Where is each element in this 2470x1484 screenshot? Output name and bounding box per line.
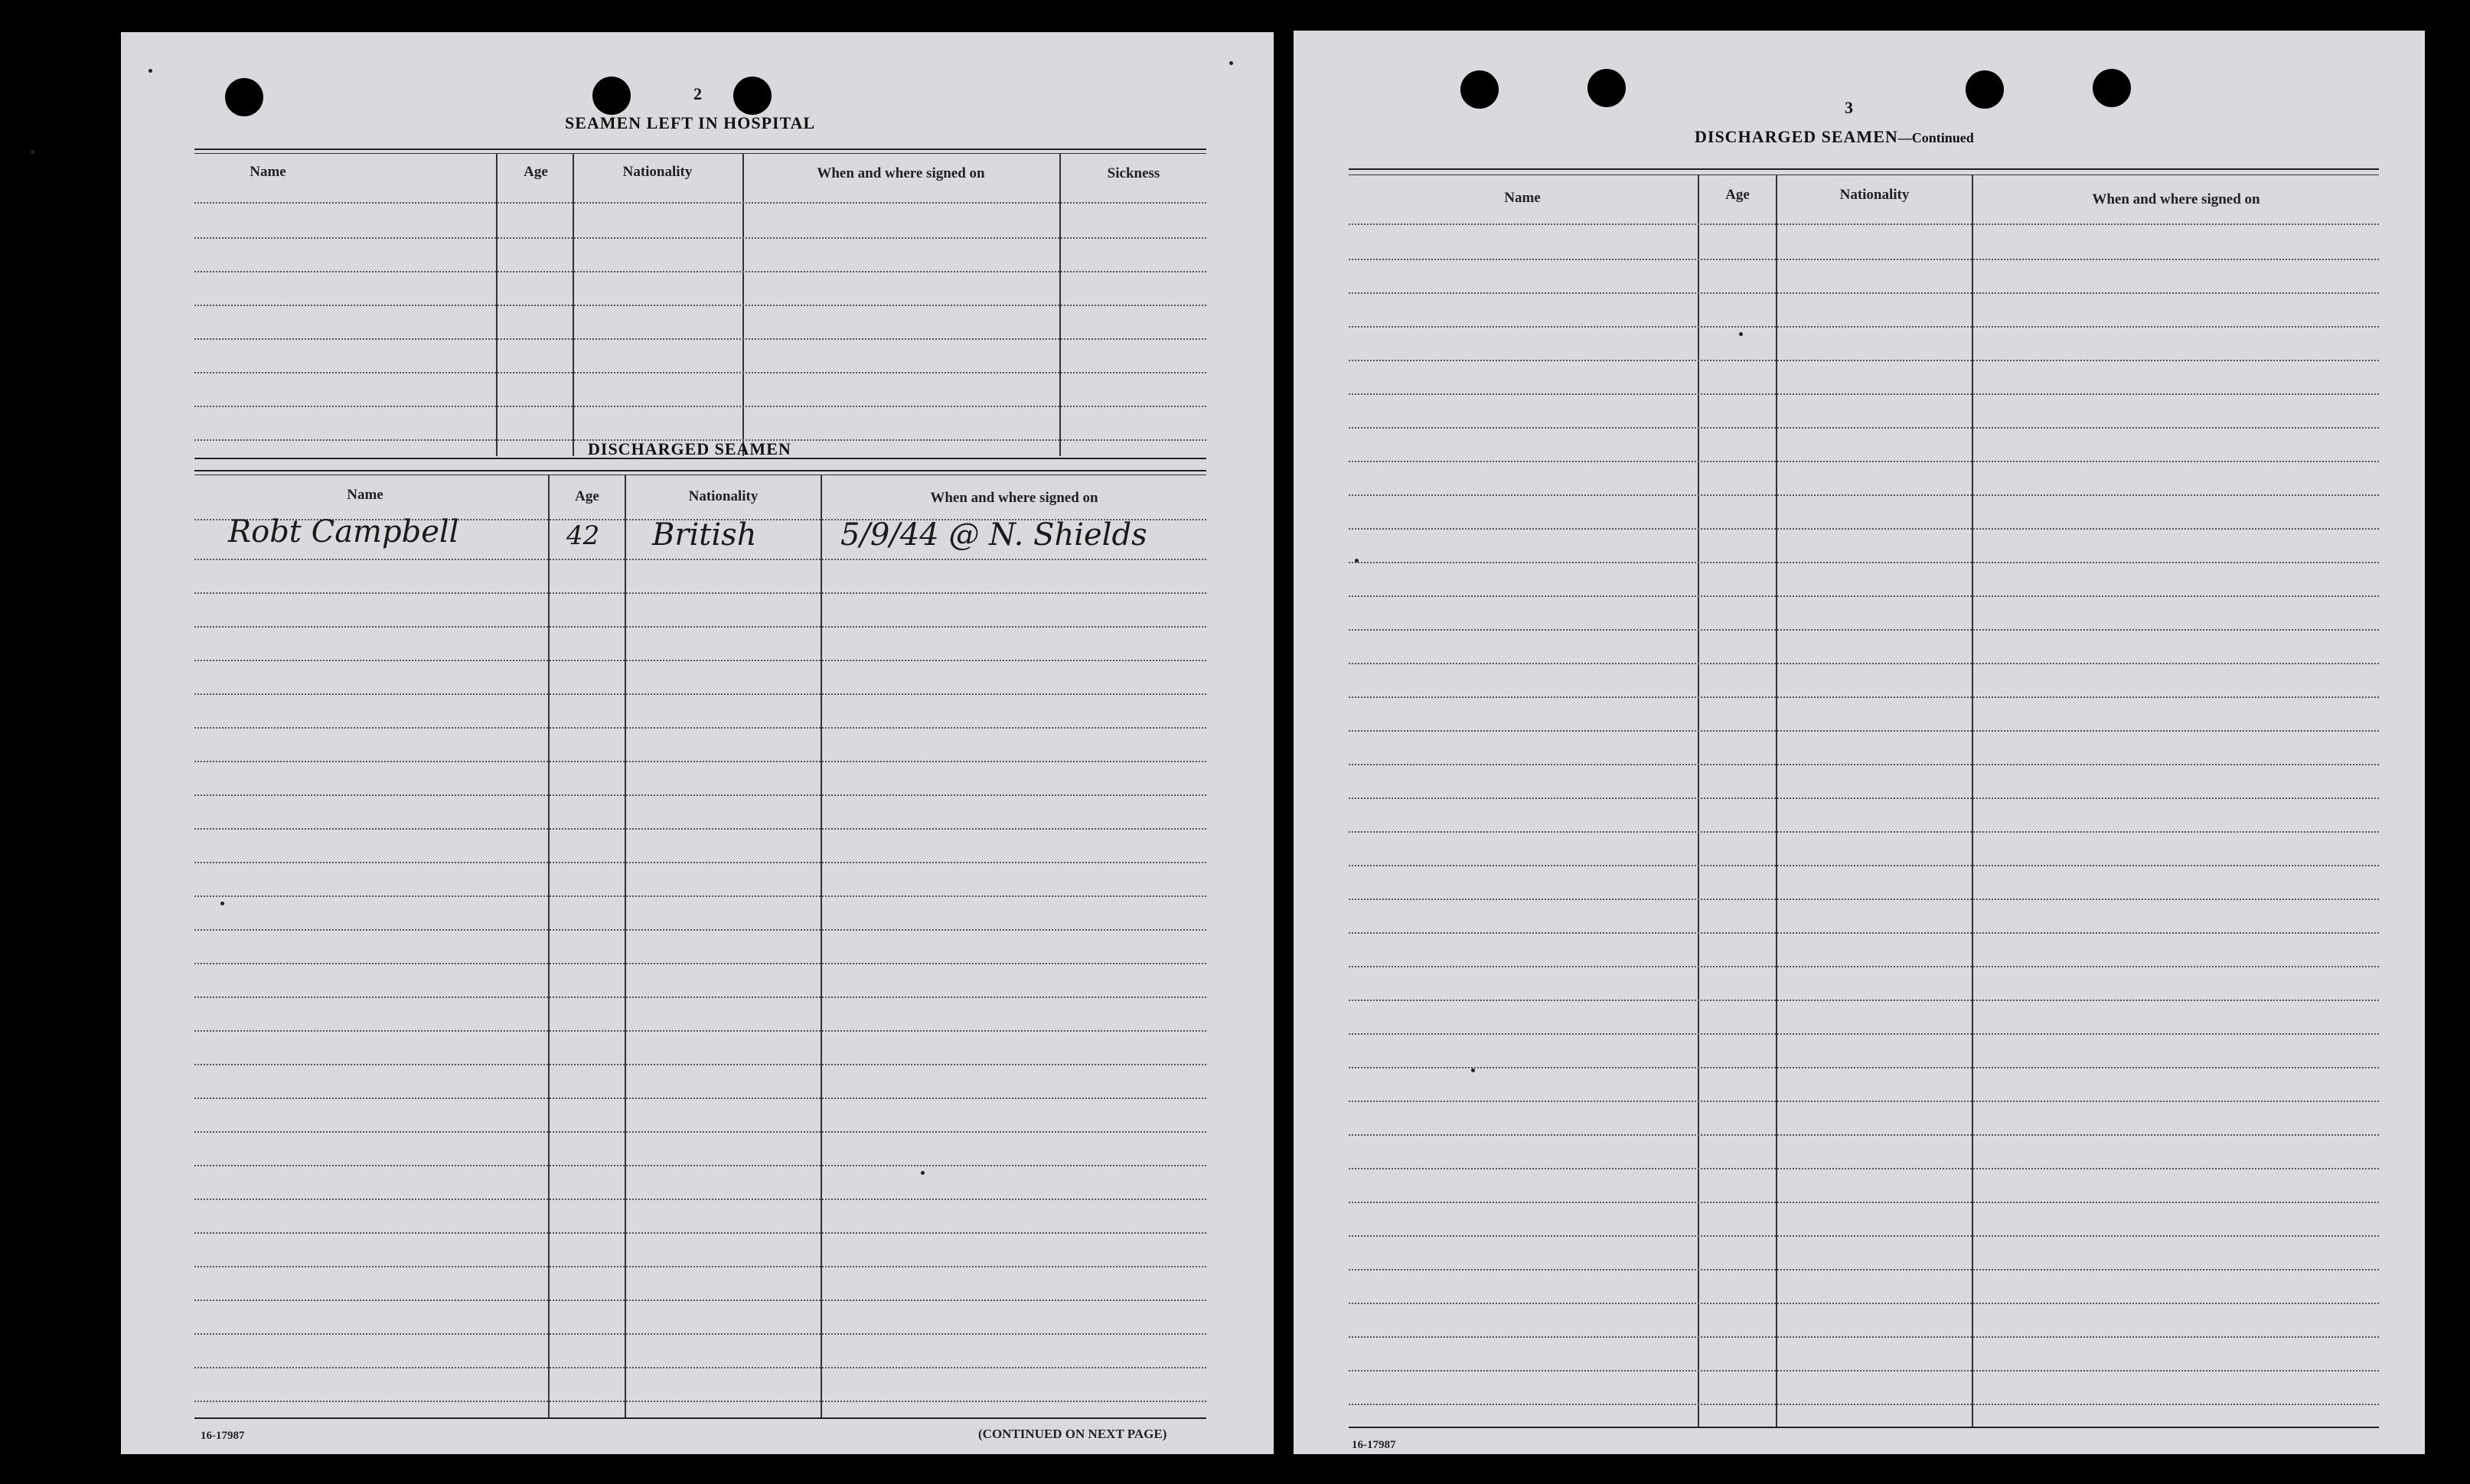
column-header-name: Name <box>347 487 383 503</box>
right-page <box>1294 31 2425 1454</box>
page-number: 2 <box>693 84 702 103</box>
table-row <box>1349 1303 2379 1304</box>
speck <box>1739 332 1743 336</box>
table-row <box>194 592 1206 594</box>
column-header-age: Age <box>524 164 548 180</box>
left-page <box>121 32 1274 1454</box>
column-header-nationality: Nationality <box>1839 187 1910 203</box>
speck <box>1355 559 1359 563</box>
speck <box>220 902 224 905</box>
table-row <box>194 626 1206 628</box>
speck <box>1471 1068 1475 1072</box>
table-row <box>1349 427 2379 429</box>
column-header-age: Age <box>575 488 599 504</box>
table-row <box>194 828 1206 830</box>
table-row <box>1349 629 2379 631</box>
table-row <box>194 895 1206 897</box>
table-row <box>1349 730 2379 732</box>
table-row <box>1349 1033 2379 1035</box>
table-row <box>194 761 1206 762</box>
table-row <box>194 1266 1206 1267</box>
page-number: 3 <box>1845 98 1853 117</box>
table-bottom-rule <box>194 1417 1206 1419</box>
discharged-rows <box>1349 31 2379 1439</box>
table-row <box>1349 360 2379 361</box>
handwritten-nationality: British <box>652 517 757 553</box>
table-row <box>1349 1404 2379 1405</box>
title-suffix: —Continued <box>1897 130 1974 145</box>
table-row <box>1349 1235 2379 1237</box>
table-row <box>1349 1067 2379 1068</box>
table-row <box>1349 1370 2379 1371</box>
table-row <box>1349 831 2379 833</box>
form-number: 16-17987 <box>1352 1439 1396 1451</box>
column-header-age: Age <box>1725 187 1750 203</box>
table-row <box>1349 1134 2379 1136</box>
title-text: DISCHARGED SEAMEN <box>1695 127 1898 146</box>
table-row <box>1349 562 2379 563</box>
table-row <box>1349 1269 2379 1270</box>
table-row <box>194 1232 1206 1234</box>
table-row <box>1349 966 2379 967</box>
table-row <box>194 963 1206 964</box>
column-header-signed-on: When and where signed on <box>817 165 985 181</box>
table-row <box>194 727 1206 729</box>
column-header-signed-on: When and where signed on <box>930 490 1098 506</box>
discharged-rows <box>194 32 1206 1425</box>
table-row <box>1349 932 2379 934</box>
speck <box>31 150 34 154</box>
table-row <box>1349 764 2379 765</box>
table-row <box>1349 494 2379 496</box>
column-header-name: Name <box>1504 190 1541 206</box>
table-row <box>1349 461 2379 462</box>
handwritten-name: Robt Campbell <box>228 514 459 550</box>
table-row <box>194 1367 1206 1368</box>
continued-note: (CONTINUED ON NEXT PAGE) <box>978 1427 1167 1441</box>
table-row <box>1349 696 2379 698</box>
speck <box>148 69 152 73</box>
table-row <box>1349 223 2379 225</box>
table-row <box>194 1199 1206 1200</box>
column-header-sickness: Sickness <box>1107 165 1160 181</box>
table-row <box>1349 1101 2379 1102</box>
table-row <box>194 1030 1206 1032</box>
table-row <box>1349 1202 2379 1203</box>
table-row <box>1349 797 2379 799</box>
table-row <box>1349 528 2379 530</box>
column-header-nationality: Nationality <box>622 164 693 180</box>
table-row <box>194 996 1206 998</box>
table-row <box>194 1131 1206 1133</box>
table-row <box>194 1165 1206 1166</box>
table-row <box>194 1401 1206 1402</box>
table-row <box>1349 1000 2379 1001</box>
table-row <box>194 862 1206 863</box>
column-header-nationality: Nationality <box>688 488 759 504</box>
speck <box>1229 61 1233 65</box>
speck <box>921 1171 925 1175</box>
table-row <box>1349 899 2379 900</box>
table-row <box>194 693 1206 695</box>
table-row <box>194 794 1206 796</box>
table-row <box>194 660 1206 661</box>
discharged-section-title: DISCHARGED SEAMEN <box>588 439 791 458</box>
table-row <box>194 1300 1206 1301</box>
handwritten-age: 42 <box>566 520 600 551</box>
column-header-signed-on: When and where signed on <box>2092 191 2260 207</box>
table-row <box>1349 326 2379 328</box>
table-row <box>194 929 1206 931</box>
table-row <box>1349 865 2379 866</box>
hospital-section-title: SEAMEN LEFT IN HOSPITAL <box>565 113 816 132</box>
table-row <box>1349 259 2379 260</box>
table-row <box>1349 663 2379 664</box>
table-row <box>1349 1336 2379 1338</box>
column-header-name: Name <box>250 164 286 180</box>
table-row <box>194 1064 1206 1065</box>
table-row <box>1349 1168 2379 1169</box>
table-row <box>194 1098 1206 1099</box>
table-row <box>194 1333 1206 1335</box>
table-row <box>1349 292 2379 294</box>
table-row <box>1349 595 2379 597</box>
table-bottom-rule <box>1349 1427 2379 1428</box>
table-row <box>1349 393 2379 395</box>
table-row <box>194 559 1206 560</box>
form-number: 16-17987 <box>201 1430 245 1442</box>
handwritten-signed-on: 5/9/44 @ N. Shields <box>840 517 1147 553</box>
